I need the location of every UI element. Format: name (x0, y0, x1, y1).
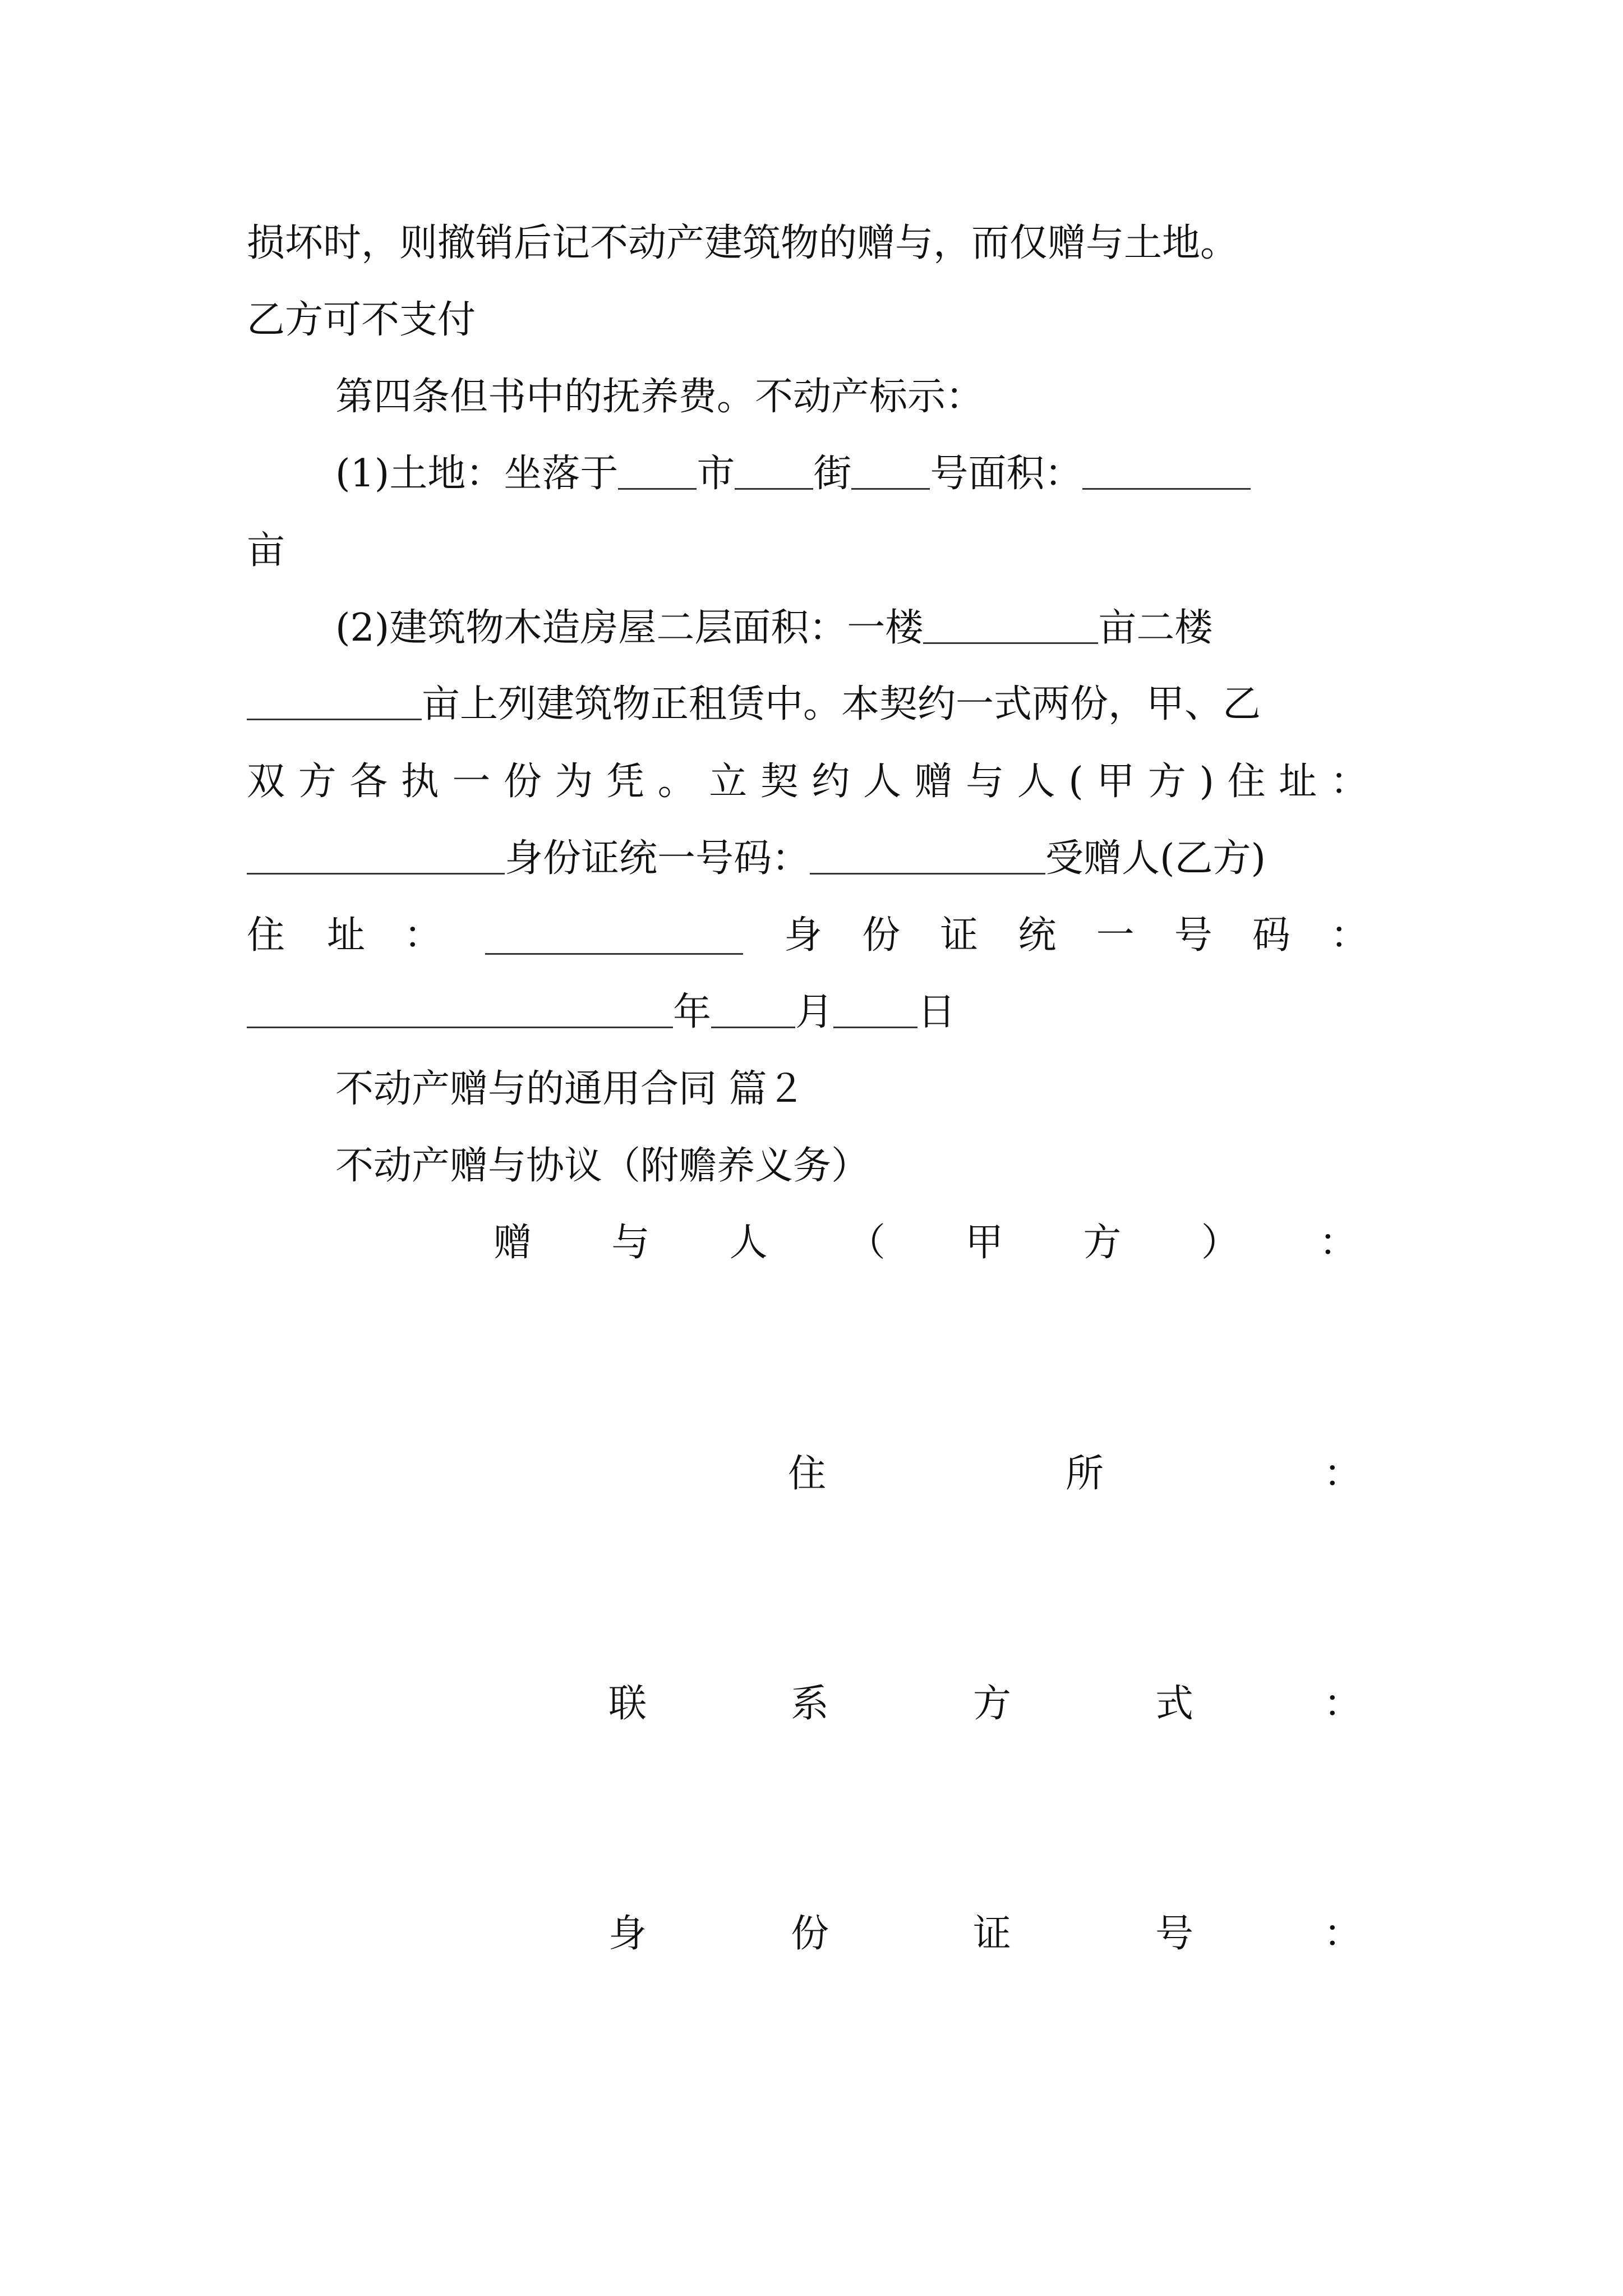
text-line-10 (247, 909, 1368, 963)
text-line-5: 亩 (247, 528, 285, 573)
char: 凭 (606, 760, 645, 804)
char: ： (1324, 1912, 1362, 1956)
area-blank (1082, 452, 1251, 490)
id-char: 一 (1096, 913, 1135, 958)
month-label: 月 (795, 990, 834, 1034)
char: 执 (400, 760, 439, 804)
id-char: ： (1330, 913, 1368, 958)
text-line-1: 损坏时，则撤销后记不动产建筑物的赠与，而仅赠与土地。 (247, 221, 1239, 265)
char: 所 (1066, 1452, 1104, 1496)
text-line-2: 乙方可不支付 (247, 298, 476, 342)
char: 份 (503, 760, 542, 804)
text-line-3: 第四条但书中的抚养费。不动产标示： (335, 375, 984, 419)
char: 身 (608, 1912, 647, 1956)
donee-label: 受赠人(乙方) (1045, 836, 1266, 881)
char: 住 (788, 1452, 827, 1496)
char: 方 (298, 760, 336, 804)
addr-char: ： (404, 913, 442, 958)
id-char: 号 (1174, 913, 1212, 958)
char: 证 (973, 1912, 1012, 1956)
donee-address-blank (485, 917, 743, 955)
char: 人 (729, 1221, 768, 1265)
text-line-land (335, 447, 1251, 501)
id-label: 身份证统一号码： (505, 836, 810, 881)
year-label: 年 (673, 990, 712, 1034)
char: 号 (1155, 1912, 1194, 1956)
agreement-title: 不动产赠与协议（附赡养义务） (335, 1144, 870, 1188)
char: 立 (709, 760, 748, 804)
char: 与 (611, 1221, 650, 1265)
char: 址 (1279, 760, 1317, 804)
text-line-8 (247, 755, 1368, 809)
id-char: 身 (784, 913, 823, 958)
char: 各 (349, 760, 388, 804)
donor-address-blank (247, 836, 505, 875)
char: 一 (452, 760, 491, 804)
char: 方 (1147, 760, 1186, 804)
char: 为 (555, 760, 593, 804)
char: ） (1201, 1221, 1239, 1265)
char: （ (847, 1221, 886, 1265)
char: 住 (1227, 760, 1266, 804)
char: 。 (657, 760, 696, 804)
donor-label-line (494, 1216, 1357, 1270)
number-blank (851, 452, 930, 490)
donor-id-blank (810, 836, 1045, 875)
char: ： (1324, 1452, 1362, 1496)
area-label: 号面积： (930, 452, 1083, 496)
char: 甲 (965, 1221, 1004, 1265)
residence-label-line (0, 1447, 1623, 1501)
char: 赠 (494, 1221, 532, 1265)
id-char: 码 (1252, 913, 1290, 958)
char: ( (1068, 760, 1083, 804)
day-blank (833, 990, 917, 1028)
floor2-blank (247, 682, 422, 720)
land-label: (1)土地：坐落于 (335, 452, 619, 496)
id-char: 份 (862, 913, 901, 958)
char: 人 (863, 760, 901, 804)
char: 约 (811, 760, 850, 804)
char: 赠 (914, 760, 953, 804)
char: ： (1318, 1221, 1357, 1265)
char: 方 (1083, 1221, 1122, 1265)
street-blank (735, 452, 813, 490)
char: 方 (973, 1682, 1012, 1726)
char: 契 (760, 760, 799, 804)
char: ： (1330, 760, 1368, 804)
text-line-building (335, 601, 1212, 655)
text-line-9 (247, 832, 1266, 886)
id-number-label-line (0, 1907, 1623, 1961)
lease-text: 亩上列建筑物正租赁中。本契约一式两份，甲、乙 (422, 682, 1261, 726)
contact-label-line (0, 1677, 1623, 1731)
char: 与 (966, 760, 1004, 804)
street-label: 街 (813, 452, 852, 496)
char: 双 (247, 760, 285, 804)
id-spread (784, 909, 1368, 963)
addr-char: 址 (327, 913, 366, 958)
text-line-7 (247, 678, 1261, 731)
building-label: (2)建筑物木造房屋二层面积：一楼 (335, 606, 924, 650)
char: 人 (1017, 760, 1055, 804)
day-label: 日 (917, 990, 956, 1034)
floor2-label: 亩二楼 (1098, 606, 1213, 650)
floor1-blank (923, 606, 1098, 644)
char: ： (1324, 1682, 1362, 1726)
city-label: 市 (697, 452, 735, 496)
addr-char: 住 (247, 913, 285, 958)
text-line-date (247, 986, 956, 1039)
id-char: 统 (1018, 913, 1057, 958)
id-char: 证 (940, 913, 979, 958)
city-blank (618, 452, 697, 490)
month-blank (711, 990, 795, 1028)
section-heading: 不动产赠与的通用合同 篇２ (335, 1067, 805, 1111)
char: 份 (791, 1912, 829, 1956)
char: 式 (1155, 1682, 1194, 1726)
donee-id-blank (247, 990, 673, 1028)
char: 甲 (1096, 760, 1135, 804)
char: 系 (791, 1682, 829, 1726)
char: ) (1199, 760, 1215, 804)
char: 联 (608, 1682, 647, 1726)
